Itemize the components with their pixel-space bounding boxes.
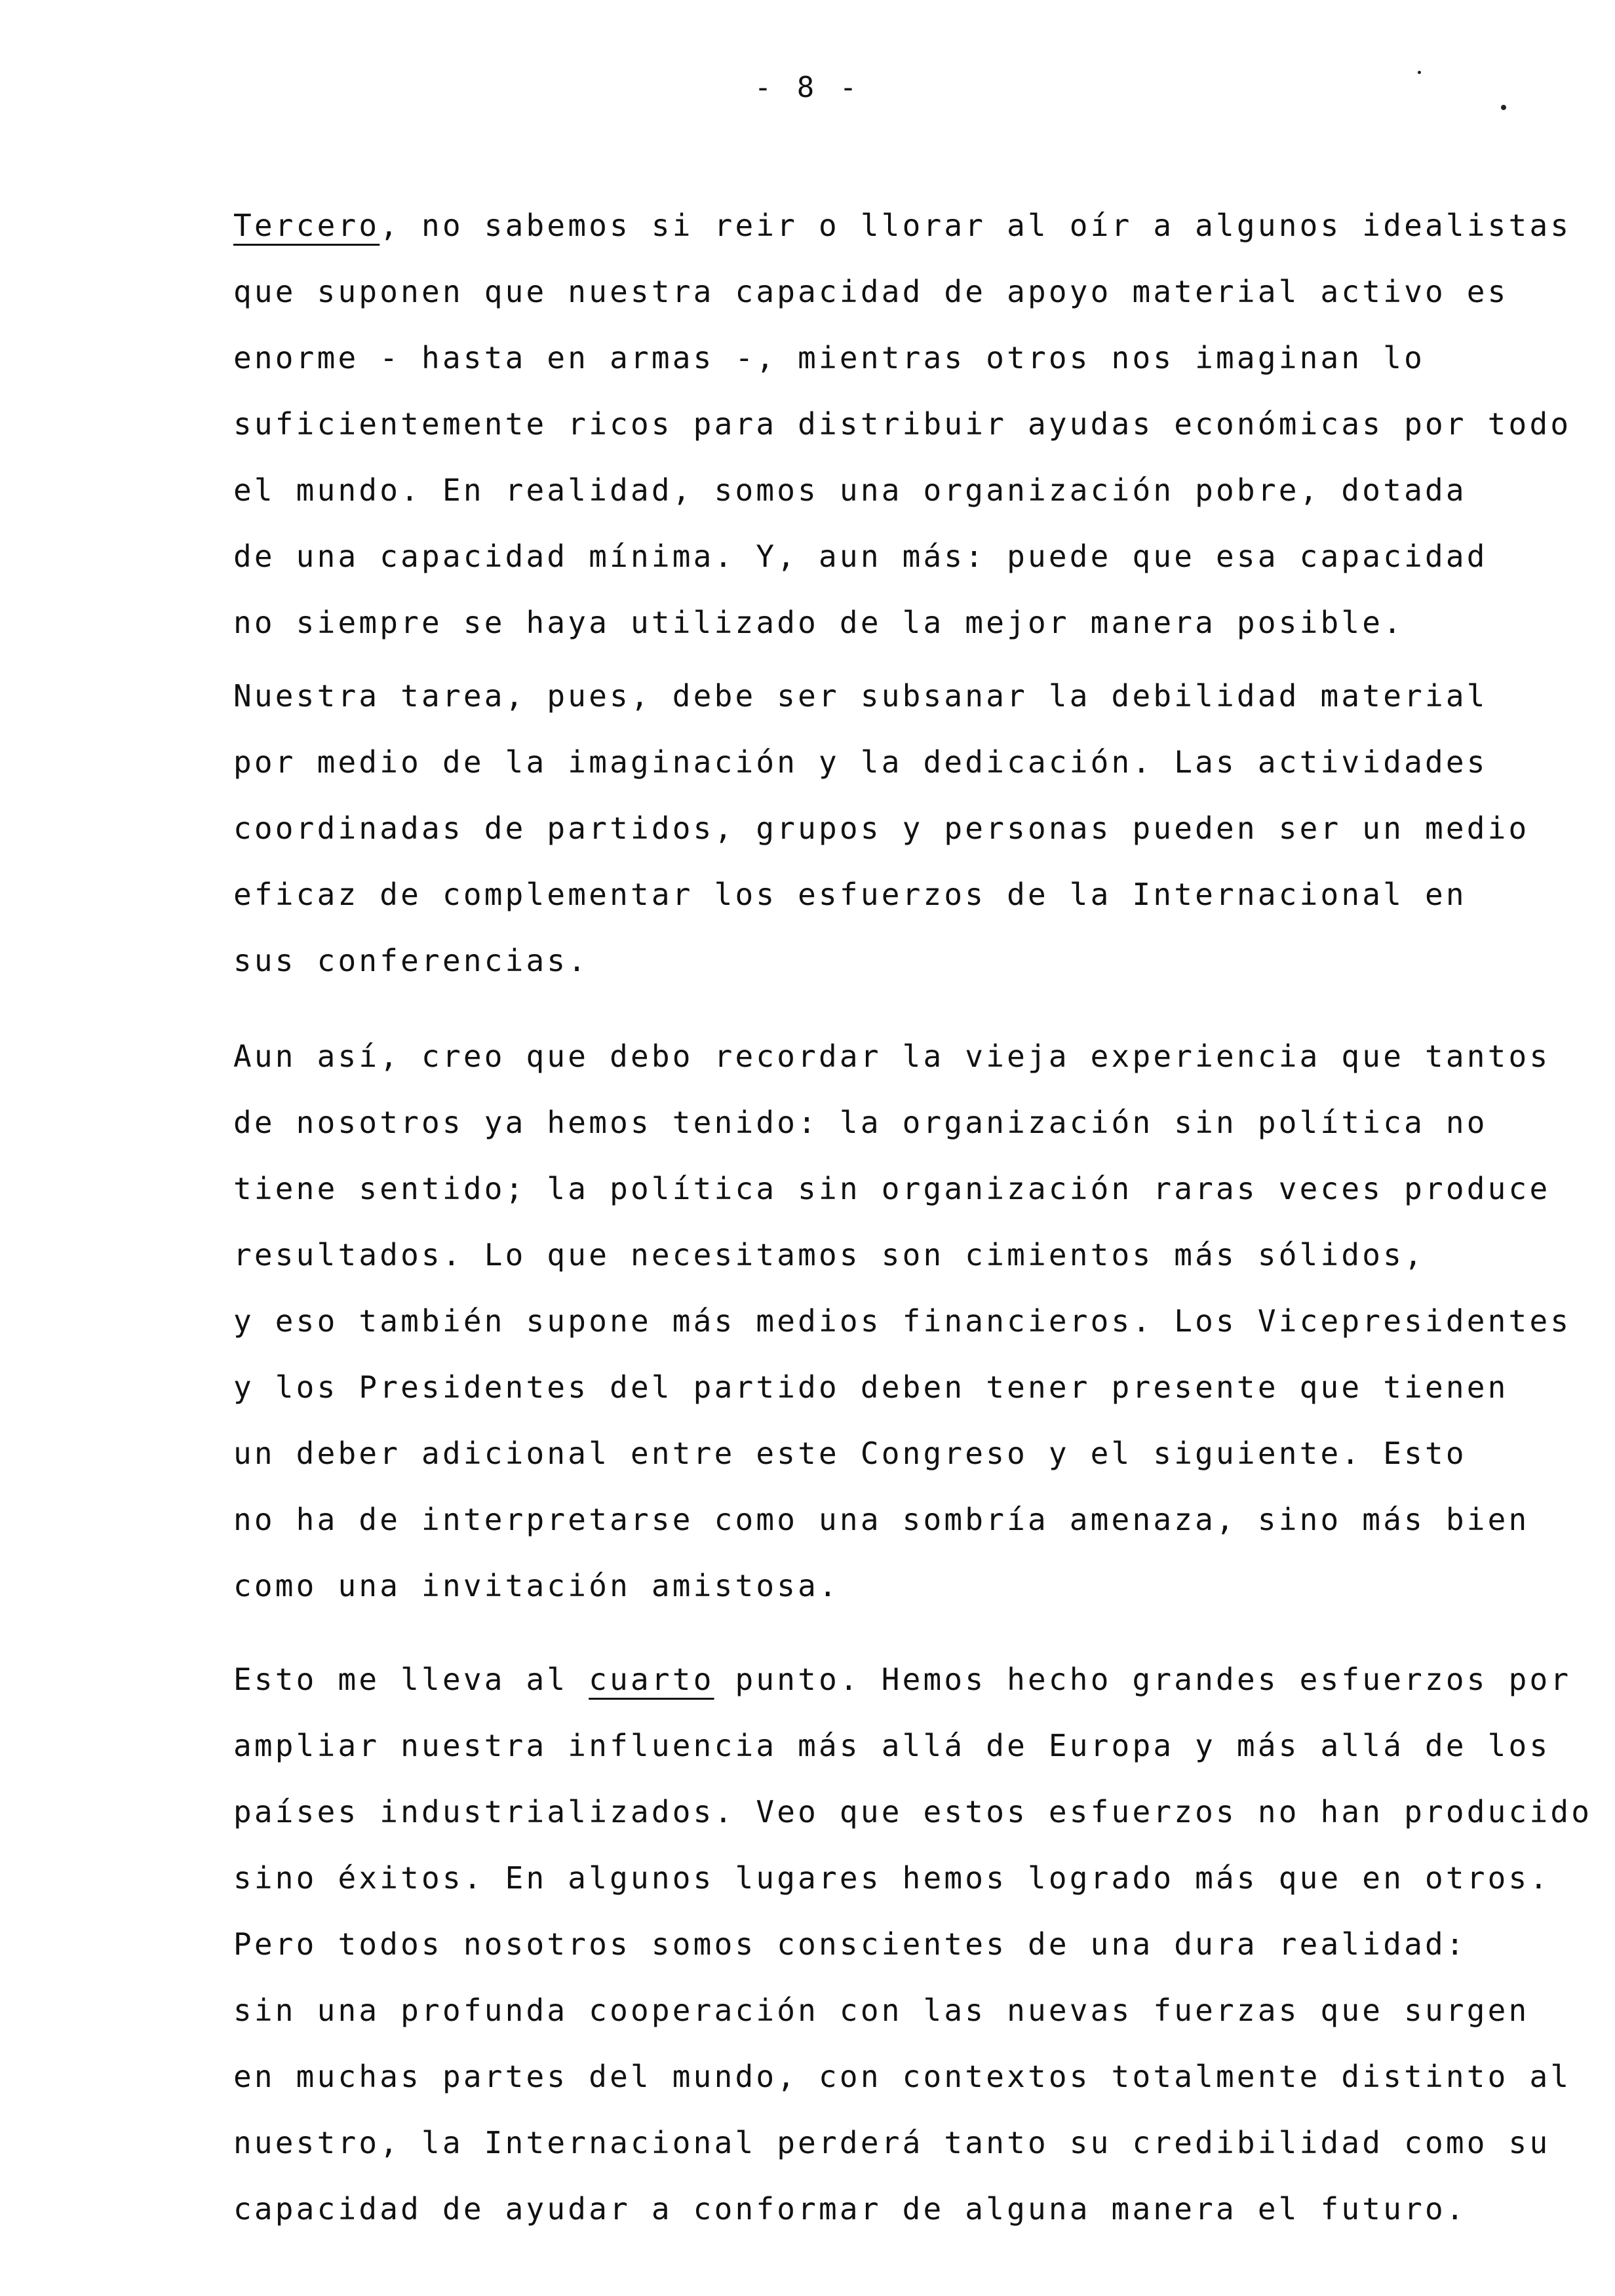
paragraph-4 bbox=[233, 1647, 1593, 2242]
text-line: nuestro, la Internacional perderá tanto su credibilidad como su bbox=[233, 2125, 1551, 2160]
text-line: Pero todos nosotros somos conscientes de una dura realidad: bbox=[233, 1926, 1467, 1962]
text-line: Aun así, creo que debo recordar la vieja experiencia que tantos bbox=[233, 1039, 1551, 1074]
underlined-word: Tercero bbox=[233, 208, 380, 243]
text-line: el mundo. En realidad, somos una organización pobre, dotada bbox=[233, 472, 1467, 508]
text-line: de una capacidad mínima. Y, aun más: puede que esa capacidad bbox=[233, 539, 1488, 574]
text-line: y eso también supone más medios financieros. Los Vicepresidentes bbox=[233, 1303, 1572, 1339]
text-line: coordinadas de partidos, grupos y personas pueden ser un medio bbox=[233, 811, 1530, 846]
scan-speck bbox=[1418, 71, 1421, 74]
text-line: Esto me lleva al cuarto punto. Hemos hecho grandes esfuerzos por bbox=[233, 1662, 1572, 1697]
text-line: suficientemente ricos para distribuir ayudas económicas por todo bbox=[233, 406, 1572, 442]
text-line: países industrializados. Veo que estos esfuerzos no han producido bbox=[233, 1794, 1593, 1829]
paragraph-3 bbox=[233, 1024, 1572, 1619]
paragraph-1 bbox=[233, 193, 1572, 656]
scan-speck bbox=[1501, 105, 1506, 110]
underlined-word: cuarto bbox=[589, 1662, 714, 1697]
text-line: Tercero, no sabemos si reir o llorar al oír a algunos idealistas bbox=[233, 208, 1572, 243]
text-line: sus conferencias. bbox=[233, 943, 589, 978]
text-line: enorme - hasta en armas -, mientras otros nos imaginan lo bbox=[233, 340, 1425, 375]
page-number: - 8 - bbox=[754, 71, 861, 104]
text-line: capacidad de ayudar a conformar de alguna manera el futuro. bbox=[233, 2191, 1467, 2227]
text-line: de nosotros ya hemos tenido: la organización sin política no bbox=[233, 1105, 1488, 1140]
text-line: resultados. Lo que necesitamos son cimientos más sólidos, bbox=[233, 1237, 1425, 1272]
text-line: sin una profunda cooperación con las nuevas fuerzas que surgen bbox=[233, 1993, 1530, 2028]
text-line: en muchas partes del mundo, con contextos totalmente distinto al bbox=[233, 2059, 1572, 2094]
text-line: un deber adicional entre este Congreso y el siguiente. Esto bbox=[233, 1436, 1467, 1471]
text-line: no siempre se haya utilizado de la mejor manera posible. bbox=[233, 605, 1405, 640]
text-line: eficaz de complementar los esfuerzos de la Internacional en bbox=[233, 877, 1467, 912]
text-line: Nuestra tarea, pues, debe ser subsanar la debilidad material bbox=[233, 678, 1488, 714]
text-line: como una invitación amistosa. bbox=[233, 1568, 840, 1603]
text-line: no ha de interpretarse como una sombría amenaza, sino más bien bbox=[233, 1502, 1530, 1537]
text-line: y los Presidentes del partido deben tener presente que tienen bbox=[233, 1369, 1509, 1405]
text-line: tiene sentido; la política sin organización raras veces produce bbox=[233, 1171, 1551, 1206]
text-line: por medio de la imaginación y la dedicación. Las actividades bbox=[233, 744, 1488, 780]
text-line: sino éxitos. En algunos lugares hemos logrado más que en otros. bbox=[233, 1860, 1551, 1896]
paragraph-2 bbox=[233, 663, 1544, 994]
text-line: que suponen que nuestra capacidad de apoyo material activo es bbox=[233, 274, 1509, 309]
text-line: ampliar nuestra influencia más allá de Europa y más allá de los bbox=[233, 1728, 1551, 1763]
